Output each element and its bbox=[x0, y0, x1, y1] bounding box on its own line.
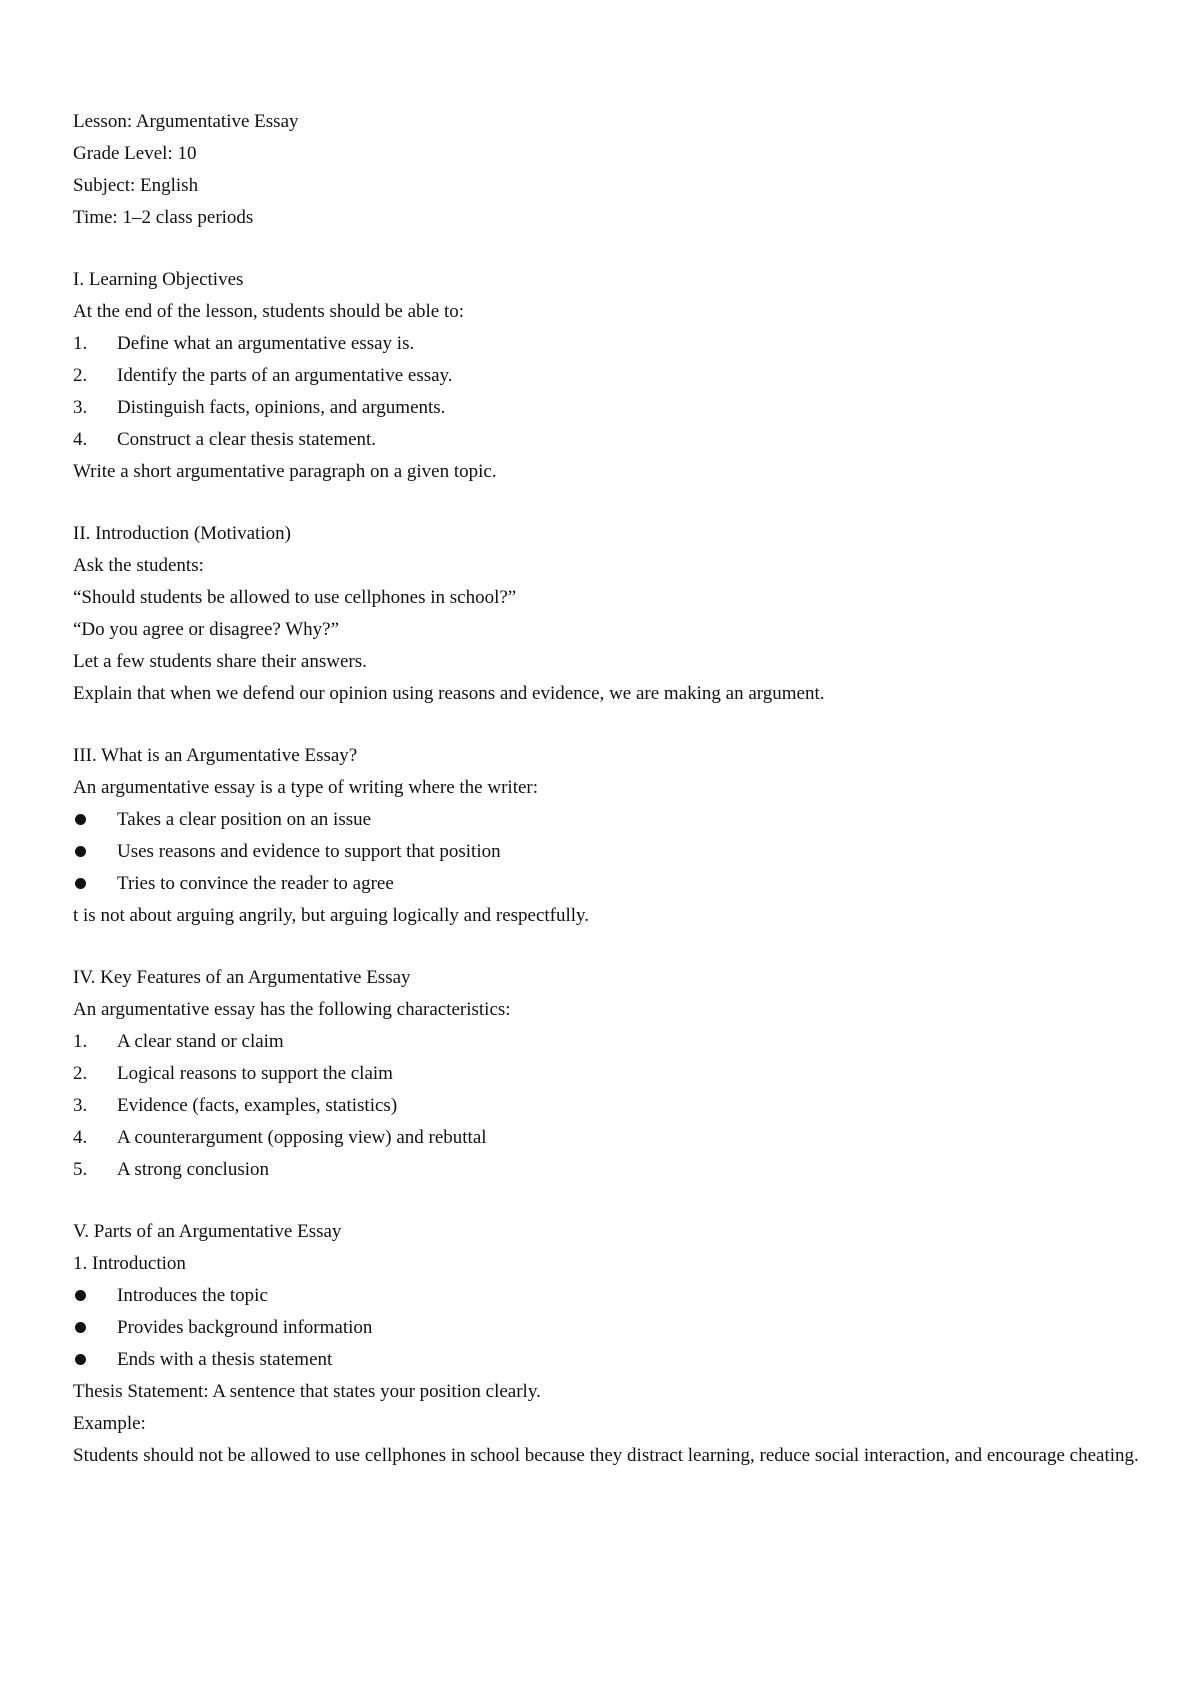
paragraph-line: “Should students be allowed to use cellphones in school?” bbox=[73, 587, 517, 608]
time: Time: 1–2 class periods bbox=[73, 207, 254, 228]
bullet-icon bbox=[73, 868, 117, 900]
section-intro: An argumentative essay is a type of writing where the writer: bbox=[73, 777, 539, 798]
bullet-item: Uses reasons and evidence to support that position bbox=[73, 836, 1141, 868]
bullet-item: Provides background information bbox=[73, 1312, 1141, 1344]
document-page bbox=[73, 106, 1141, 1472]
bullet-icon bbox=[73, 804, 117, 836]
list-item: 1. A clear stand or claim bbox=[73, 1031, 284, 1052]
bullet-item: Tries to convince the reader to agree bbox=[73, 868, 1141, 900]
example-label: Example: bbox=[73, 1413, 146, 1434]
list-item: 3. Evidence (facts, examples, statistics) bbox=[73, 1095, 398, 1116]
bullet-icon bbox=[73, 1344, 117, 1376]
list-item: 5. A strong conclusion bbox=[73, 1159, 269, 1180]
list-item: 2. Logical reasons to support the claim bbox=[73, 1063, 393, 1084]
list-item: 3. Distinguish facts, opinions, and arguments. bbox=[73, 397, 446, 418]
section-heading: I. Learning Objectives bbox=[73, 269, 244, 290]
section-heading: III. What is an Argumentative Essay? bbox=[73, 745, 358, 766]
section-heading: V. Parts of an Argumentative Essay bbox=[73, 1221, 342, 1242]
section-intro: At the end of the lesson, students should be able to: bbox=[73, 301, 465, 322]
paragraph-line: Explain that when we defend our opinion using reasons and evidence, we are making an argument. bbox=[73, 683, 825, 704]
bullet-item: Ends with a thesis statement bbox=[73, 1344, 1141, 1376]
list-item: 4. Construct a clear thesis statement. bbox=[73, 429, 377, 450]
bullet-icon bbox=[73, 836, 117, 868]
bullet-icon bbox=[73, 1312, 117, 1344]
list-item: 2. Identify the parts of an argumentative essay. bbox=[73, 365, 453, 386]
bullet-item: Takes a clear position on an issue bbox=[73, 804, 1141, 836]
bullet-item: Introduces the topic bbox=[73, 1280, 1141, 1312]
lesson-title: Lesson: Argumentative Essay bbox=[73, 111, 299, 132]
paragraph-line: Let a few students share their answers. bbox=[73, 651, 367, 672]
example-text: Students should not be allowed to use cellphones in school because they distract learning, reduce social interaction, and encourage cheating. bbox=[73, 1445, 1139, 1466]
list-item: 1. Define what an argumentative essay is. bbox=[73, 333, 415, 354]
thesis-statement: Thesis Statement: A sentence that states your position clearly. bbox=[73, 1381, 541, 1402]
list-item: 4. A counterargument (opposing view) and rebuttal bbox=[73, 1127, 487, 1148]
bullet-icon bbox=[73, 1280, 117, 1312]
paragraph-line: Ask the students: bbox=[73, 555, 204, 576]
subject: Subject: English bbox=[73, 175, 199, 196]
subsection-heading: 1. Introduction bbox=[73, 1253, 186, 1274]
section-heading: IV. Key Features of an Argumentative Essay bbox=[73, 967, 411, 988]
section-intro: An argumentative essay has the following characteristics: bbox=[73, 999, 511, 1020]
section-closing: Write a short argumentative paragraph on a given topic. bbox=[73, 461, 497, 482]
section-closing: t is not about arguing angrily, but arguing logically and respectfully. bbox=[73, 905, 590, 926]
section-heading: II. Introduction (Motivation) bbox=[73, 523, 291, 544]
paragraph-line: “Do you agree or disagree? Why?” bbox=[73, 619, 340, 640]
grade-level: Grade Level: 10 bbox=[73, 143, 197, 164]
